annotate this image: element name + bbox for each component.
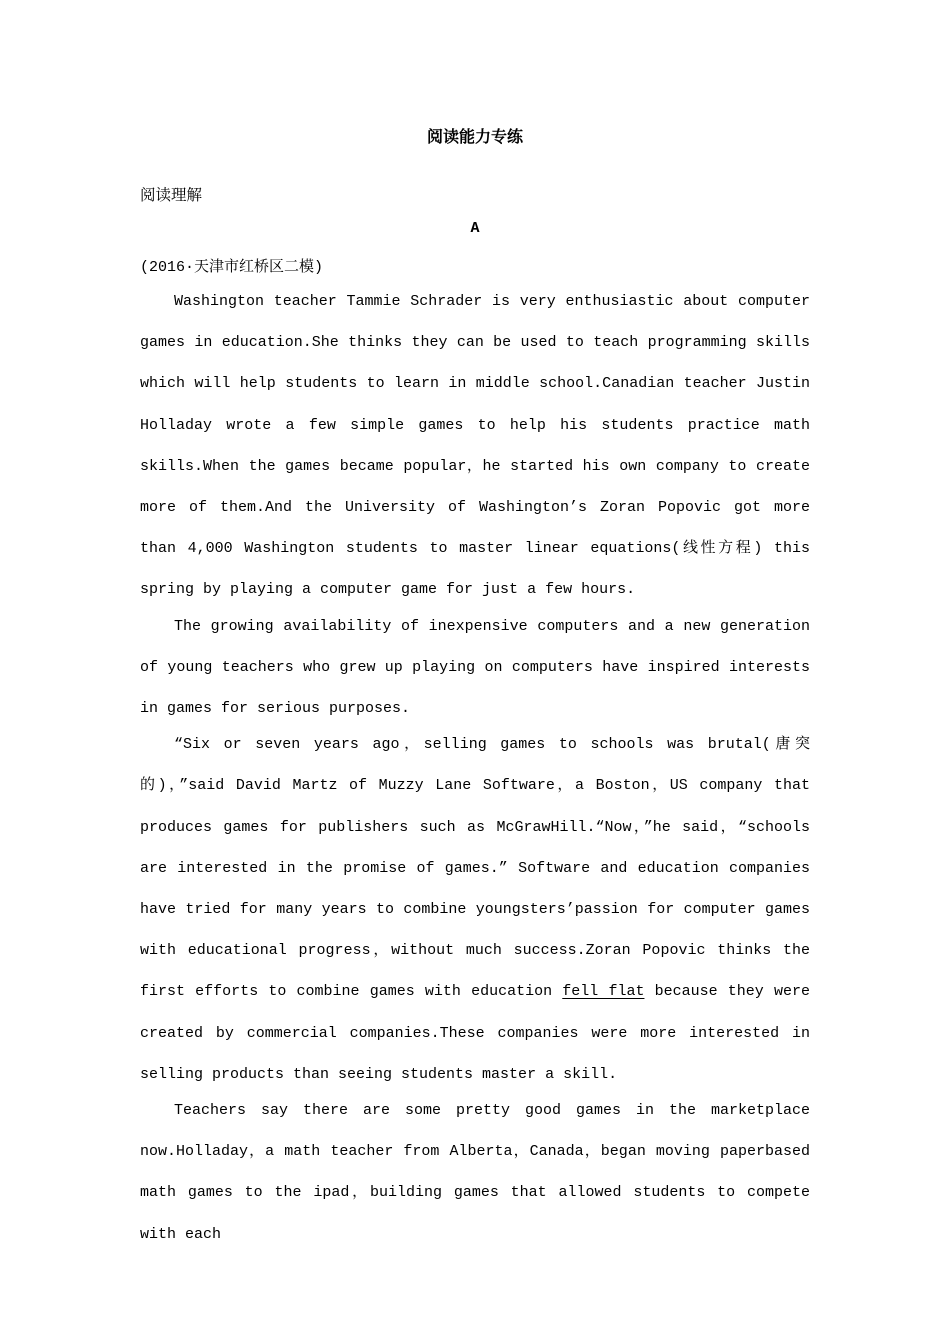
paragraph-3 (140, 724, 810, 1095)
document-title: 阅读能力专练 (426, 127, 523, 146)
source-citation: (2016·天津市红桥区二模) (140, 259, 324, 276)
paragraph-3-text-start: “Six or seven years ago，selling games to schools was brutal(唐突的)，”said David Martz of Muzzy Lane Software，a Boston，US company that produces games for publishers such as McGrawHill.“Now，”he said，“schools are interested in the promise of games.” Software and education companies have tried for many years to combine youngsters’passion for computer games with educational progress，without much success.Zoran Popovic thinks the first efforts to combine games with education (140, 736, 810, 1001)
underlined-phrase: fell flat (562, 983, 645, 1001)
part-heading: A (470, 220, 480, 237)
section-label: 阅读理解 (140, 186, 203, 204)
passage-body (140, 281, 810, 1250)
paragraph-1: Washington teacher Tammie Schrader is very enthusiastic about computer games in education.She thinks they can be used to teach programming skills which will help students to learn in middle school.Canadian teacher Justin Holladay wrote a few simple games to help his students practice math skills.When the games became popular，he started his own company to create more of them.And the University of Washington’s Zoran Popovic got more than 4,000 Washington students to master linear equations(线性方程) this spring by playing a computer game for just a few hours. (140, 293, 810, 599)
paragraph-2: The growing availability of inexpensive computers and a new generation of young teachers who grew up playing on computers have inspired interests in games for serious purposes. (140, 617, 810, 718)
paragraph-4: Teachers say there are some pretty good games in the marketplace now.Holladay，a math teacher from Alberta，Canada，began moving paperbased math games to the ipad，building games that allowed students to compete with each (140, 1102, 810, 1243)
paragraph-3-text-end: because they were created by commercial companies.These companies were more interested in selling products than seeing students master a skill. (140, 983, 810, 1083)
